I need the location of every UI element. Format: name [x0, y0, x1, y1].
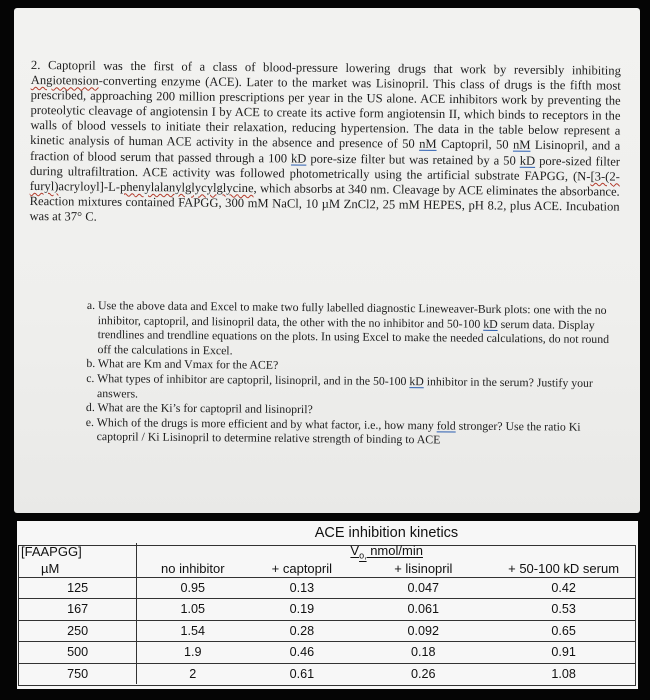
header-serum: + 50-100 kD serum: [508, 561, 620, 577]
header-no-inhibitor: no inhibitor: [161, 561, 225, 577]
table-row: 125 0.95 0.13 0.047 0.42: [19, 577, 636, 599]
table-row: 167 1.05 0.19 0.061 0.53: [19, 599, 636, 621]
header-captopril: + captopril: [271, 561, 332, 577]
table-title-row: [19, 523, 636, 543]
problem-number: 2.: [30, 58, 41, 73]
table-row: 250 1.54 0.28 0.092 0.65: [19, 620, 636, 642]
unit-nm-1: nM: [419, 137, 437, 152]
part-e: e. Which of the drugs is more efficient and by what factor, i.e., how many fold stronger? Use the ratio Ki captopril / Ki Lisinopril to determine relative strength of binding to ACE: [85, 414, 581, 447]
unit-kd-1: kD: [290, 151, 307, 166]
column-header-row: [19, 561, 636, 578]
header-lisinopril: + lisinopril: [394, 561, 453, 577]
unit-nm-2: nM: [512, 138, 531, 153]
furyl-fragment: [3-(2- furyl): [29, 169, 620, 194]
velocity-units: $V_{o,}$ nmol/min: [350, 543, 423, 561]
unit-kd-2: kD: [519, 153, 536, 168]
part-b: b. What are Km and Vmax for the ACE?: [86, 356, 279, 373]
substrate-name: phenylalanylglycylglycine: [119, 179, 254, 195]
table-row: 500 1.9 0.46 0.18 0.91: [19, 642, 636, 664]
table-subtitle-row: [19, 543, 636, 561]
angiotension-word: Angiotension: [30, 73, 99, 88]
part-c: c. What types of inhibitor are captopril, lisinopril, and in the 50-100 kD inhibitor in the serum? Justify your answers.: [86, 370, 593, 401]
substrate-header: [FAAPGG]: [19, 543, 137, 561]
table-row: 750 2 0.61 0.26 1.08: [19, 663, 636, 684]
kinetics-table: [19, 523, 636, 684]
table-title: ACE inhibition kinetics: [314, 525, 459, 541]
substrate-units: µM: [19, 561, 137, 578]
question-parts: [86, 298, 617, 449]
problem-statement: 2. Captopril was the first of a class of blood-pressure lowering drugs that work by reversibly inhibiting Angiotension-converting enzyme (ACE). Later to the market was Lisinopril. This class of drugs is the fifth most prescribed, approaching 200 million prescriptions per year in the US alone. ACE inhibitors work by preventing the proteolytic cleavage of angiotensin I by ACE to create its active form angiotensin II, which binds to receptors in the walls of blood vessels to initiate their relaxation, reducing hypertension. The data in the table below represent a kinetic analysis of human ACE activity in the absence and presence of 50 nM Captopril, 50 nM Lisinopril, and a fraction of blood serum that passed through a 100 kD pore-size filter but was retained by a 50 kD pore-sized filter during ultrafiltration. ACE activity was followed photometrically using the artificial substrate FAPGG, (N-[3-(2- furyl)acryloyl]-L-phenylalanylglycylglycine, which absorbs at 340 nm. Cleavage by ACE eliminates the absorbance. Reaction mixtures contained FAPGG, 300 mM NaCl, 10 µM ZnCl2, 25 mM HEPES, pH 8.2, plus ACE. Incubation was at 37° C.: [29, 58, 621, 224]
part-a: a. Use the above data and Excel to make two fully labelled diagnostic Lineweaver-Burk plots: one with the no inhibitor, captopril, and lisinopril data, the other with the no inhibitor and 50-100 kD serum data. Display trendlines and trendline equations on the plots. In using Excel to make the needed calculations, do not round off the calculations in Excel.: [86, 298, 610, 358]
part-d: d. What are the Ki’s for captopril and lisinopril?: [85, 400, 313, 417]
